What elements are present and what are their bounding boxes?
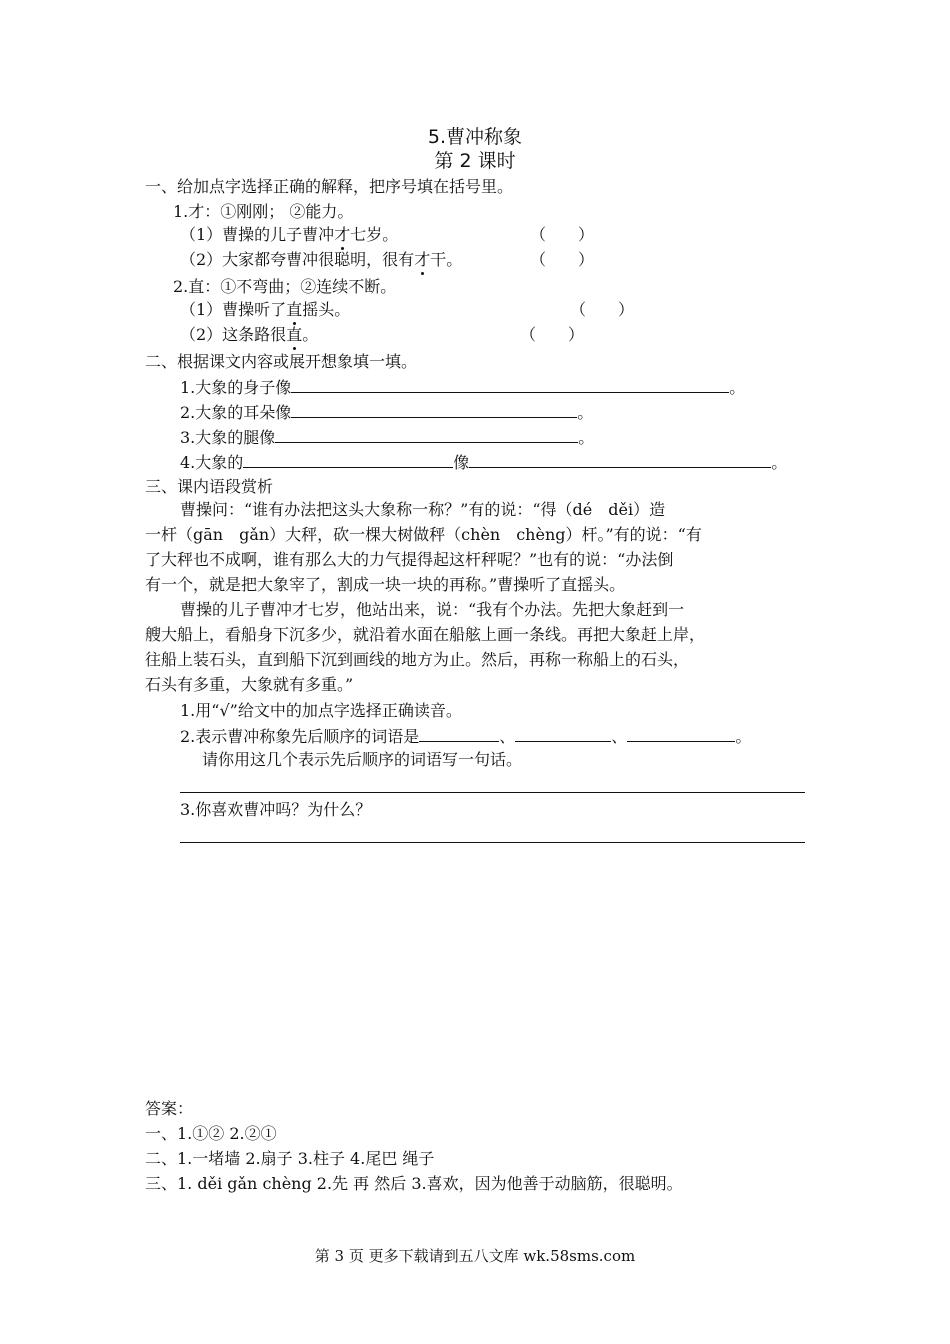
- section3-q2-sub: 请你用这几个表示先后顺序的词语写一句话。: [202, 750, 523, 769]
- blank-line[interactable]: [243, 451, 453, 468]
- blank-line[interactable]: [419, 725, 499, 742]
- blank-line[interactable]: [515, 725, 611, 742]
- passage-line: 曹操的儿子曹冲才七岁，他站出来，说：“我有个办法。先把大象赶到一: [180, 600, 685, 619]
- fill-item-3: 3.大象的腿像 。: [180, 428, 595, 447]
- section3-q3: 3.你喜欢曹冲吗？为什么？: [180, 800, 372, 819]
- answer-paren[interactable]: （ ）: [530, 250, 595, 269]
- section3-q1: 1.用“√”给文中的加点字选择正确读音。: [180, 701, 462, 720]
- blank-line[interactable]: [291, 376, 729, 393]
- q2-sentence-2: （2）这条路很直。: [180, 325, 319, 344]
- section1-heading: 一、给加点字选择正确的解释，把序号填在括号里。: [145, 177, 514, 196]
- q1-word-meanings: 1.才：①刚刚； ②能力。: [173, 202, 354, 221]
- answer-section2: 二、1.一堵墙 2.扇子 3.柱子 4.尾巴 绳子: [145, 1149, 435, 1168]
- q2-sentence-1: （1）曹操听了直摇头。: [180, 300, 351, 319]
- answer-paren[interactable]: （ ）: [570, 300, 635, 319]
- passage-line: 曹操问：“谁有办法把这头大象称一称？”有的说：“得（dé děi）造: [180, 500, 666, 519]
- answer-paren[interactable]: （ ）: [530, 225, 595, 244]
- answer-paren[interactable]: （ ）: [520, 325, 585, 344]
- passage-line: 一杆（gān gǎn）大秤，砍一棵大树做秤（chèn chèng）杆。”有的说：“有: [145, 525, 702, 544]
- q1-sentence-2: （2）大家都夸曹冲很聪明，很有才干。: [180, 250, 463, 269]
- blank-line[interactable]: [469, 451, 771, 468]
- fill-item-1: 1.大象的身子像 。: [180, 378, 746, 397]
- section3-heading: 三、课内语段赏析: [145, 477, 274, 496]
- passage-line: 有一个，就是把大象宰了，割成一块一块的再称。”曹操听了直摇头。: [145, 575, 626, 594]
- blank-line[interactable]: [627, 725, 735, 742]
- passage-line: 石头有多重，大象就有多重。”: [145, 675, 354, 694]
- dotted-char: 直: [286, 300, 303, 319]
- passage-line: 往船上装石头，直到船下沉到画线的地方为止。然后，再称一称船上的石头，: [145, 650, 690, 669]
- q1-sentence-1: （1）曹操的儿子曹冲才七岁。: [180, 225, 399, 244]
- answers-label: 答案：: [145, 1099, 194, 1118]
- q2-word-meanings: 2.直：①不弯曲；②连续不断。: [173, 277, 397, 296]
- answer-line[interactable]: [180, 842, 805, 843]
- section2-heading: 二、根据课文内容或展开想象填一填。: [145, 352, 418, 371]
- answer-line[interactable]: [180, 792, 805, 793]
- dotted-char: 直: [286, 325, 303, 344]
- blank-line[interactable]: [291, 401, 577, 418]
- passage-line: 艘大船上，看船身下沉多少，就沿着水面在船舷上画一条线。再把大象赶上岸，: [145, 625, 706, 644]
- section3-q2: 2.表示曹冲称象先后顺序的词语是 、 、 。: [180, 727, 752, 746]
- fill-item-2: 2.大象的耳朵像 。: [180, 403, 594, 422]
- passage-line: 了大秤也不成啊，谁有那么大的力气提得起这杆秤呢？”也有的说：“办法倒: [145, 550, 674, 569]
- fill-item-4: 4.大象的 像 。: [180, 453, 788, 472]
- blank-line[interactable]: [275, 426, 578, 443]
- lesson-title: 5.曹冲称象: [427, 126, 523, 148]
- page-footer: 第 3 页 更多下载请到五八文库 wk.58sms.com: [314, 1247, 636, 1265]
- lesson-period: 第 2 课时: [434, 150, 516, 172]
- answer-section1: 一、1.①② 2.②①: [145, 1124, 277, 1143]
- answer-section3: 三、1. děi gǎn chèng 2.先 再 然后 3.喜欢，因为他善于动脑筋，很聪明。: [145, 1174, 683, 1193]
- dotted-char: 才: [334, 225, 351, 244]
- dotted-char: 才: [414, 250, 431, 269]
